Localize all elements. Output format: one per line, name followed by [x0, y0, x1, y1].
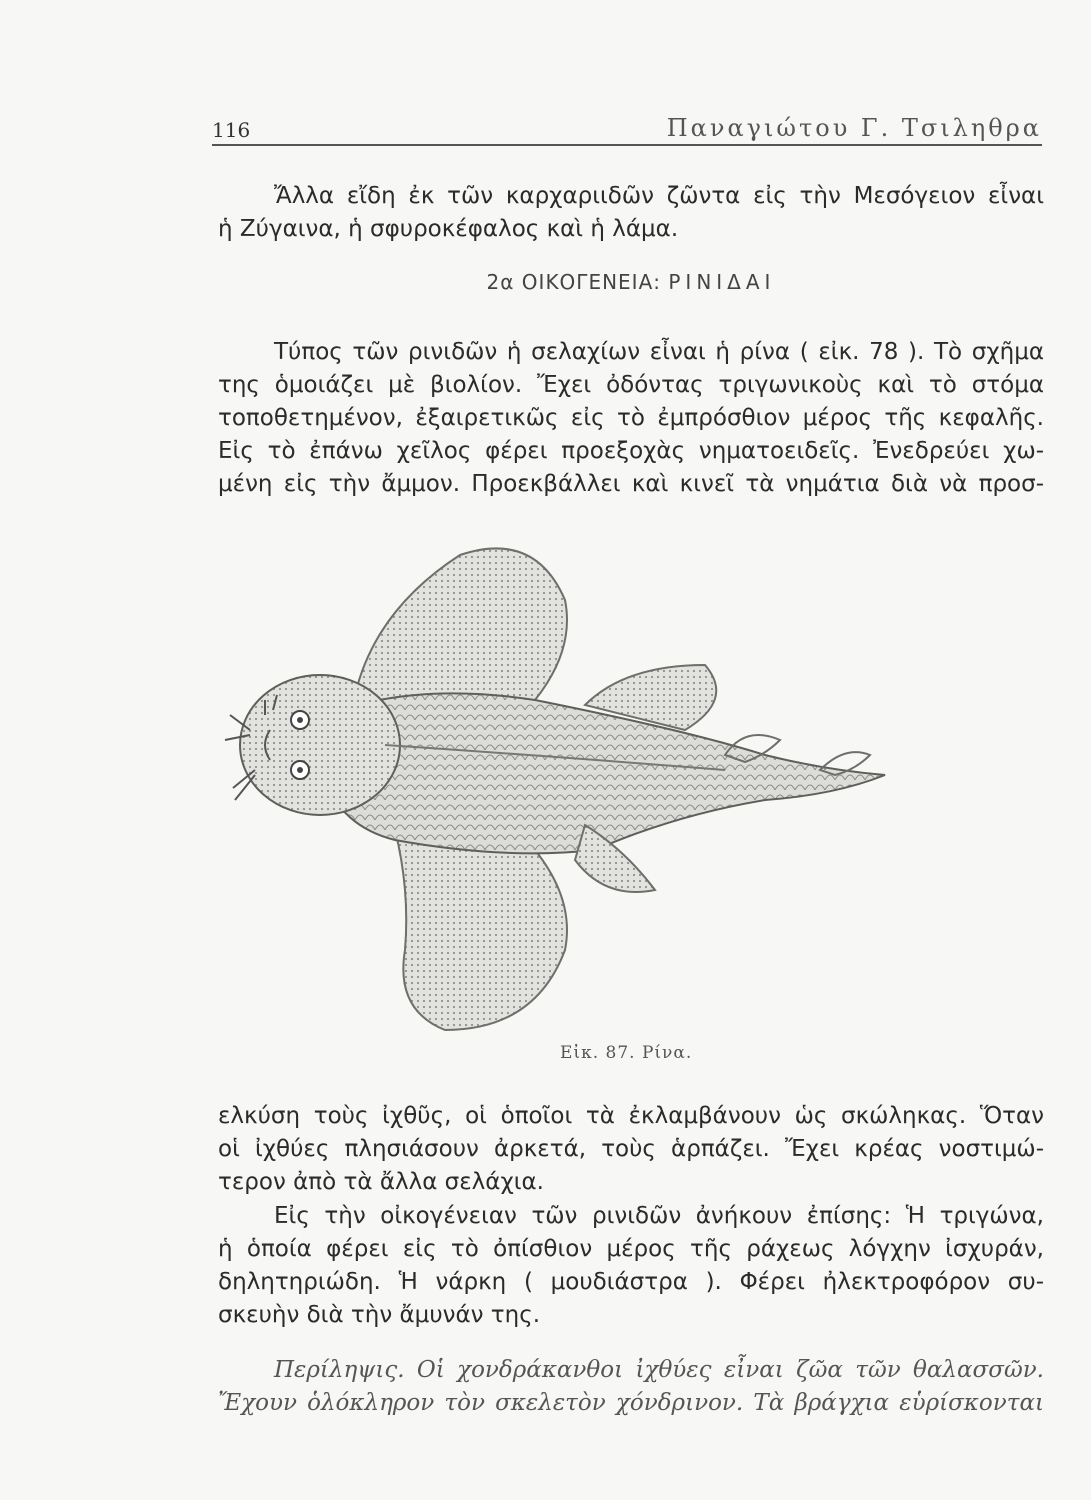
text-line: τοποθετημένον, ἐξαιρετικῶς εἰς τὸ ἐμπρόσθιον μέρος τῆς κεφαλῆς.: [218, 405, 1044, 431]
section-heading-prefix: 2α ΟΙΚΟΓΕΝΕΙΑ:: [486, 270, 661, 294]
text-line: τερον ἀπὸ τὰ ἄλλα σελάχια.: [218, 1169, 544, 1195]
figure-caption: Εἰκ. 87. Ρίνα.: [560, 1043, 693, 1063]
running-head: Παναγιώτου Γ. Τσιληθρα: [666, 114, 1042, 142]
summary-paragraph: [218, 1354, 1044, 1420]
page-number: 116: [212, 118, 251, 142]
text-line: Εἰς τὴν οἰκογένειαν τῶν ρινιδῶν ἀνήκουν ἐπίσης: Ἡ τριγώνα,: [274, 1203, 1044, 1229]
text-line: σκευὴν διὰ τὴν ἄμυνάν της.: [218, 1302, 541, 1328]
text-line: ελκύση τοὺς ἰχθῦς, οἱ ὁποῖοι τὰ ἐκλαμβάνουν ὡς σκώληκας. Ὅταν: [218, 1103, 1044, 1129]
text-line: ἡ ὁποία φέρει εἰς τὸ ὀπίσθιον μέρος τῆς ράχεως λόγχην ἰσχυράν,: [218, 1236, 1044, 1262]
paragraph-rina: [218, 336, 1044, 501]
text-line: ἡ Ζύγαινα, ἡ σφυροκέφαλος καὶ ἡ λάμα.: [218, 216, 679, 242]
text-line: Ἄλλα εἴδη ἐκ τῶν καρχαριιδῶν ζῶντα εἰς τὴν Μεσόγειον εἶναι: [274, 183, 1044, 209]
text-line: Περίληψις. Οἱ χονδράκανθοι ἰχθύες εἶναι ζῶα τῶν θαλασσῶν.: [274, 1357, 1044, 1383]
text-line: μένη εἰς τὴν ἄμμον. Προεκβάλλει καὶ κινεῖ τὰ νημάτια διὰ νὰ προσ-: [218, 471, 1044, 497]
section-heading-name: ΡΙΝΙΔΑΙ: [668, 270, 776, 294]
text-line: Ἔχουν ὁλόκληρον τὸν σκελετὸν χόνδρινον. Τὰ βράγχια εὑρίσκονται: [218, 1390, 1044, 1416]
text-line: Εἰς τὸ ἐπάνω χεῖλος φέρει προεξοχὰς νηματοειδεῖς. Ἐνεδρεύει χω-: [218, 438, 1044, 464]
text-line: Τύπος τῶν ρινιδῶν ἡ σελαχίων εἶναι ἡ ρίνα ( εἰκ. 78 ). Τὸ σχῆμα: [274, 339, 1044, 365]
page-header: [212, 112, 1042, 146]
intro-paragraph: [218, 180, 1044, 246]
text-line: οἱ ἰχθύες πλησιάσουν ἀρκετά, τοὺς ἁρπάζει. Ἔχει κρέας νοστιμώ-: [218, 1136, 1044, 1162]
text-line: της ὁμοιάζει μὲ βιολίον. Ἔχει ὀδόντας τριγωνικοὺς καὶ τὸ στόμα: [218, 372, 1044, 398]
paragraph-continuation: [218, 1100, 1044, 1199]
angel-shark-illustration: [205, 530, 895, 1045]
section-heading: [218, 270, 1044, 294]
paragraph-family-members: [218, 1200, 1044, 1332]
text-line: δηλητηριώδη. Ἡ νάρκη ( μουδιάστρα ). Φέρει ἠλεκτροφόρον συ-: [218, 1269, 1044, 1295]
